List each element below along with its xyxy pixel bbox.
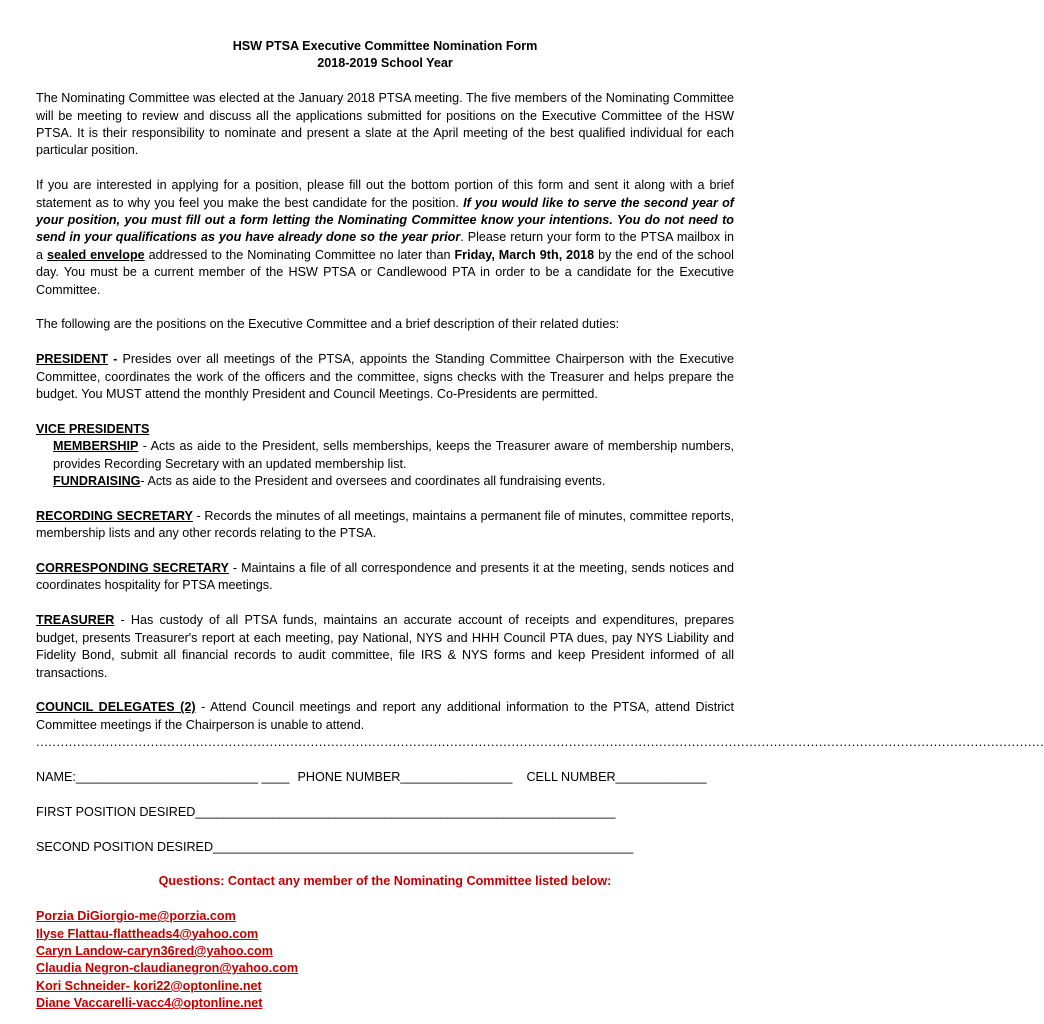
- instructions-second-year-note: If you would like to serve the second year of your position, you must fill out a form letting the Nominating Committee know your intentions. You do not need to send in your qualifications as you have already done so the year prior: [36, 195, 734, 245]
- name-label: NAME:: [36, 769, 76, 784]
- positions-intro: The following are the positions on the Executive Committee and a brief description of their related duties:: [36, 317, 620, 332]
- school-year: 2018-2019 School Year: [317, 56, 453, 71]
- name-field[interactable]: __________________________ ____: [75, 769, 290, 784]
- position-president: [36, 351, 734, 403]
- president-sep: -: [108, 352, 123, 367]
- contact-link[interactable]: Porzia DiGiorgio-me@porzia.com: [36, 909, 236, 924]
- contact-fields-row: [36, 769, 734, 786]
- page-title: HSW PTSA Executive Committee Nomination Form: [232, 39, 538, 53]
- second-position-field[interactable]: ____________________________________________________________: [213, 839, 634, 854]
- position-corresponding-secretary: [36, 560, 734, 595]
- phone-label: PHONE NUMBER: [297, 769, 401, 784]
- second-position-row: [36, 839, 734, 856]
- vp-fundraising: [36, 473, 734, 490]
- phone-field[interactable]: ________________: [400, 769, 513, 784]
- position-vice-presidents: [36, 421, 734, 438]
- cell-field[interactable]: _____________: [615, 769, 707, 784]
- corresponding-secretary-desc: - Maintains a file of all correspondence and presents it at the meeting, sends notices and coordinates hospitality for PTSA meetings.: [36, 561, 734, 593]
- recording-secretary-desc: - Records the minutes of all meetings, maintains a permanent file of minutes, committee reports, membership lists and any other records relating to the PTSA.: [36, 508, 735, 541]
- contact-link[interactable]: Caryn Landow-caryn36red@yahoo.com: [36, 943, 273, 958]
- council-delegates-title: COUNCIL DELEGATES (2): [36, 700, 196, 715]
- recording-secretary-title: RECORDING SECRETARY: [36, 508, 193, 523]
- sealed-envelope-text: sealed envelope: [46, 247, 145, 262]
- intro-paragraph: The Nominating Committee was elected at the January 2018 PTSA meeting. The five members of the Nominating Committee will be meeting to review and discuss all the applications submitted for positions on the Executive Committee of the HSW PTSA. It is their responsibility to nominate and present a slate at the April meeting of the best qualified individual for each particular position.: [36, 91, 734, 158]
- vice-presidents-title: VICE PRESIDENTS: [36, 421, 150, 436]
- cut-line-separator: ......................................................................................................................................................................................................................................................: [36, 735, 1044, 750]
- contact-list: [36, 908, 734, 1012]
- membership-title: MEMBERSHIP: [53, 439, 139, 454]
- fundraising-desc: - Acts as aide to the President and oversees and coordinates all fundraising events.: [140, 474, 606, 489]
- president-desc: Presides over all meetings of the PTSA, appoints the Standing Committee Chairperson with the Executive Committee, coordinates the work of the officers and the committee, signs checks with the Treasurer and helps prepare the budget. You MUST attend the monthly President and Council Meetings. Co-Presidents are permitted.: [36, 352, 734, 402]
- instructions-part1: If you are interested in applying for a position, please fill out the bottom portion of this form and sent it along with a brief statement as to why you feel you make the best candidate for the position.: [36, 178, 734, 210]
- contact-link[interactable]: Claudia Negron-claudianegron@yahoo.com: [36, 961, 299, 976]
- treasurer-desc: - Has custody of all PTSA funds, maintains an accurate account of receipts and expenditures, prepares budget, presents Treasurer's report at each meeting, pay National, NYS and HHH Council PTA dues, pay NYS Liability and Fidelity Bond, submit all financial records to audit committee, file IRS & NYS forms and keep President informed of all transactions.: [36, 613, 734, 680]
- first-position-field[interactable]: ____________________________________________________________: [195, 804, 616, 819]
- first-position-label: FIRST POSITION DESIRED: [36, 804, 196, 819]
- contact-link[interactable]: Kori Schneider- kori22@optonline.net: [36, 978, 262, 993]
- document-page: [36, 38, 1044, 1013]
- membership-desc: - Acts as aide to the President, sells memberships, keeps the Treasurer aware of membership numbers, provides Recording Secretary with an updated membership list.: [53, 439, 734, 471]
- cell-label: CELL NUMBER: [526, 769, 616, 784]
- instructions-part4: addressed to the Nominating Committee no later than: [144, 247, 455, 262]
- position-treasurer: [36, 612, 734, 682]
- questions-heading: Questions: Contact any member of the Nominating Committee listed below:: [158, 874, 612, 889]
- instructions-paragraph: [36, 177, 734, 299]
- contact-link[interactable]: Ilyse Flattau-flattheads4@yahoo.com: [36, 926, 259, 941]
- contact-link[interactable]: Diane Vaccarelli-vacc4@optonline.net: [36, 996, 263, 1011]
- deadline-text: Friday, March 9th, 2018: [454, 247, 595, 262]
- council-delegates-desc: - Attend Council meetings and report any additional information to the PTSA, attend District Committee meetings if the Chairperson is unable to attend.: [36, 700, 734, 732]
- treasurer-title: TREASURER: [36, 613, 115, 628]
- position-recording-secretary: [36, 508, 734, 543]
- second-position-label: SECOND POSITION DESIRED: [36, 839, 214, 854]
- instructions-part3: . Please return your form to the PTSA mailbox in a: [36, 230, 734, 262]
- first-position-row: [36, 804, 734, 821]
- corresponding-secretary-title: CORRESPONDING SECRETARY: [36, 561, 229, 576]
- president-title: PRESIDENT: [36, 352, 109, 367]
- position-council-delegates: [36, 699, 734, 734]
- vp-membership: [36, 438, 734, 473]
- instructions-part5: by the end of the school day. You must be a current member of the HSW PTSA or Candlewood PTA in order to be a candidate for the Executive Committee.: [36, 247, 734, 297]
- fundraising-title: FUNDRAISING: [53, 474, 141, 489]
